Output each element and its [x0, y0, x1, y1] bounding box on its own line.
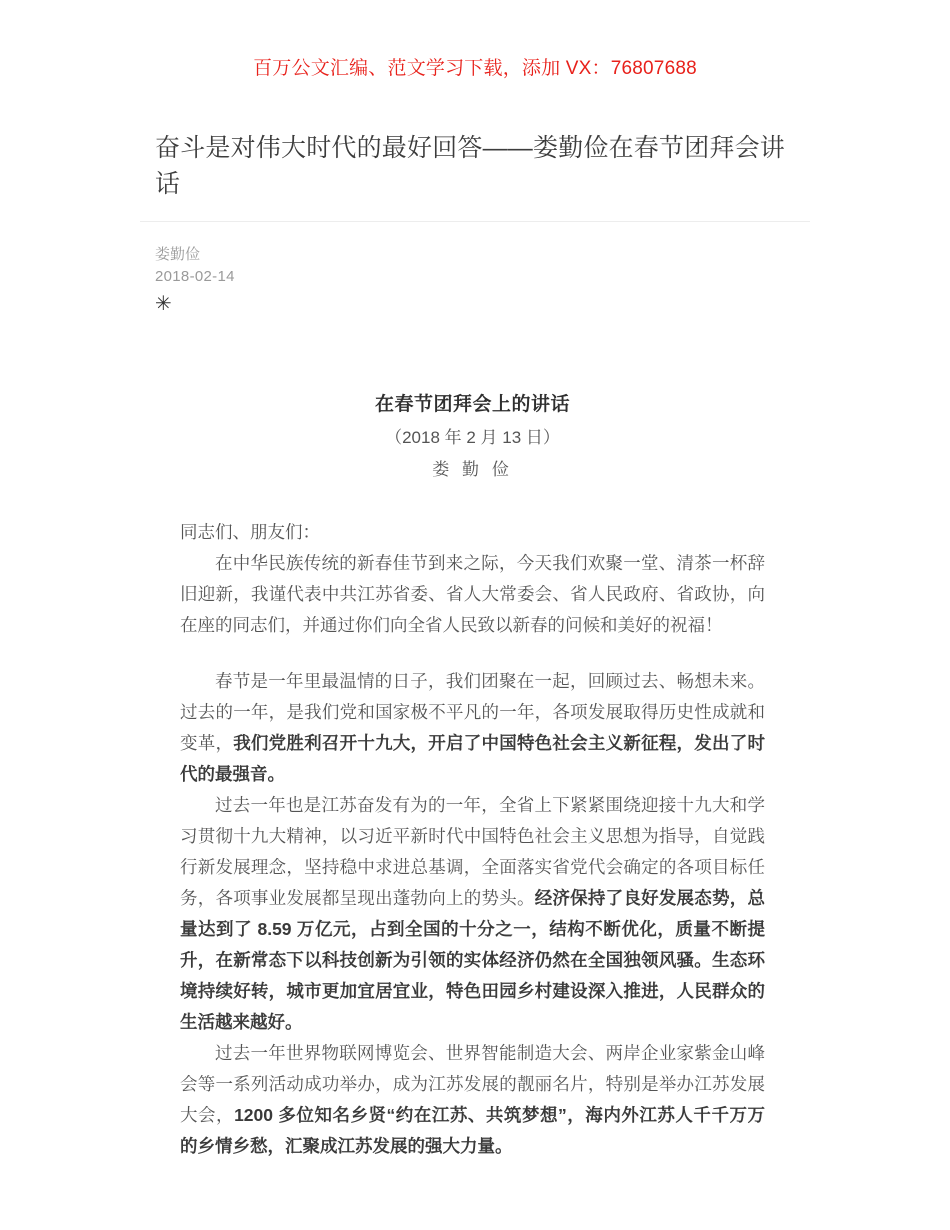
promo-banner-text: 百万公文汇编、范文学习下载，添加 VX：76807688: [253, 58, 697, 79]
speech-paragraph-greeting: [180, 548, 765, 641]
emphasis-run: 1200 多位知名乡贤“约在江苏、共筑梦想”，海内外江苏人千千万万的乡情乡愁，汇聚成江苏发展的强大力量。: [180, 1105, 766, 1156]
speech-author-line: 娄 勤 俭: [432, 460, 513, 479]
speech-paragraph-salutation: [180, 517, 765, 548]
text-run: 同志们、朋友们：: [180, 522, 320, 542]
article-header: [155, 82, 810, 317]
emphasis-run: 经济保持了良好发展态势，总量达到了 8.59 万亿元，占到全国的十分之一，结构不断优化，质量不断提升，在新常态下以科技创新为引领的实体经济仍然在全国独领风骚。生态环境持续好转，城市更加宜居宜业，特色田园乡村建设深入推进，人民群众的生活越来越好。: [180, 888, 765, 1032]
text-run: 春节是一年里最温情的日子，我们团聚在一起，回顾过去、畅想未来。过去的一年，是我们党和国家极不平凡的一年，各项发展取得历史性成就和变革，: [180, 671, 765, 753]
asterisk-icon: ✳: [155, 293, 172, 315]
speech-paragraph-events-highlights: [180, 1038, 765, 1162]
speech-paragraph-jiangsu-development: [180, 790, 765, 1038]
byline-author: 娄勤俭: [155, 246, 201, 263]
byline-date: 2018-02-14: [155, 268, 235, 285]
text-run: 在中华民族传统的新春佳节到来之际，今天我们欢聚一堂、清茶一杯辞旧迎新，我谨代表中共江苏省委、省人大常委会、省人民政府、省政协，向在座的同志们，并通过你们向全省人民致以新春的问候和美好的祝福！: [180, 553, 765, 635]
page-title: 奋斗是对伟大时代的最好回答——娄勤俭在春节团拜会讲话: [155, 134, 786, 198]
speech-body: [180, 517, 765, 1162]
speech-paragraph-reunion-review: [180, 666, 765, 790]
text-run: 过去一年也是江苏奋发有为的一年，全省上下紧紧围绕迎接十九大和学习贯彻十九大精神，以习近平新时代中国特色社会主义思想为指导，自觉践行新发展理念，坚持稳中求进总基调，全面落实省党代会确定的各项目标任务，各项事业发展都呈现出蓬勃向上的势头。: [180, 795, 765, 908]
emphasis-run: 我们党胜利召开十九大，开启了中国特色社会主义新征程，发出了时代的最强音。: [180, 733, 765, 784]
speech-title: 在春节团拜会上的讲话: [374, 394, 570, 415]
title-divider: [140, 221, 810, 222]
speech-date-line: （2018 年 2 月 13 日）: [385, 428, 560, 447]
text-run: 过去一年世界物联网博览会、世界智能制造大会、两岸企业家紫金山峰会等一系列活动成功举办，成为江苏发展的靓丽名片，特别是举办江苏发展大会，: [180, 1043, 765, 1125]
speech-document: [180, 391, 765, 1162]
byline: [155, 244, 810, 317]
